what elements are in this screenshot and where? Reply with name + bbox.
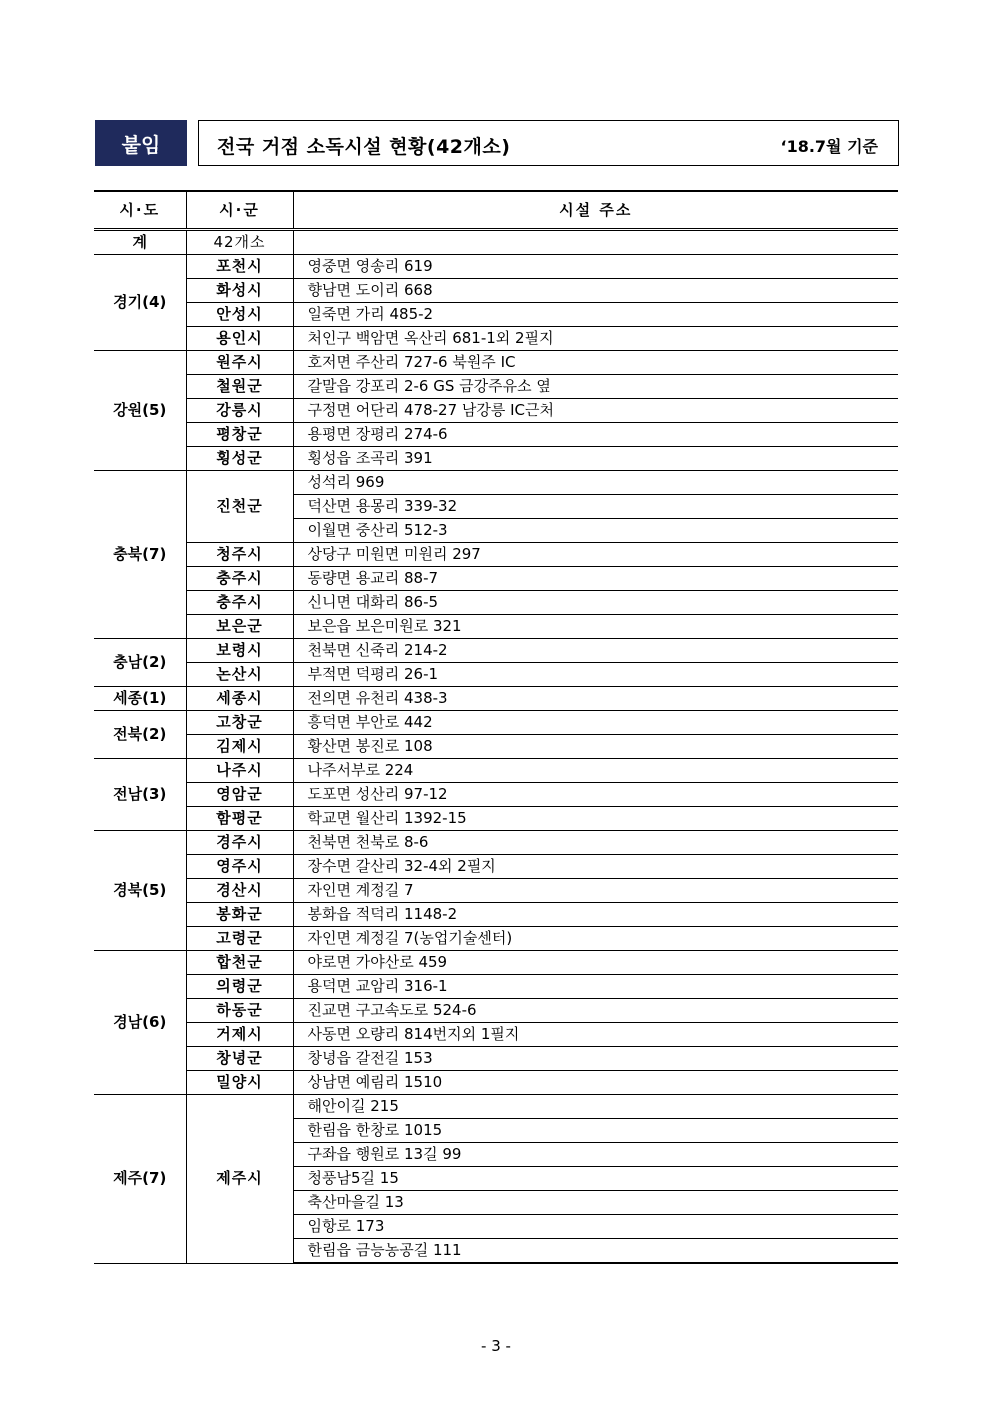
address-cell: 향남면 도이리 668	[293, 279, 898, 303]
city-cell: 영암군	[186, 783, 293, 807]
table-row	[94, 255, 898, 279]
document-header	[95, 120, 899, 166]
table-row	[94, 927, 898, 951]
column-header-city: 시·군	[186, 191, 293, 230]
address-cell: 영중면 영송리 619	[293, 255, 898, 279]
city-cell: 청주시	[186, 543, 293, 567]
table-row	[94, 303, 898, 327]
table-row	[94, 783, 898, 807]
city-cell: 김제시	[186, 735, 293, 759]
city-cell: 함평군	[186, 807, 293, 831]
table-row	[94, 1071, 898, 1095]
table-row	[94, 759, 898, 783]
total-count: 42개소	[186, 230, 293, 255]
address-cell: 동량면 용교리 88-7	[293, 567, 898, 591]
total-label: 계	[94, 230, 186, 255]
address-cell: 구정면 어단리 478-27 남강릉 IC근처	[293, 399, 898, 423]
city-cell: 보령시	[186, 639, 293, 663]
region-cell: 충남(2)	[94, 639, 186, 687]
region-cell: 충북(7)	[94, 471, 186, 639]
address-cell: 야로면 가야산로 459	[293, 951, 898, 975]
city-cell: 보은군	[186, 615, 293, 639]
region-cell: 전남(3)	[94, 759, 186, 831]
city-cell: 화성시	[186, 279, 293, 303]
city-cell: 철원군	[186, 375, 293, 399]
address-cell: 이월면 중산리 512-3	[293, 519, 898, 543]
table-row	[94, 375, 898, 399]
city-cell: 경주시	[186, 831, 293, 855]
city-cell: 원주시	[186, 351, 293, 375]
address-cell: 축산마을길 13	[293, 1191, 898, 1215]
address-cell: 장수면 갈산리 32-4외 2필지	[293, 855, 898, 879]
city-cell: 영주시	[186, 855, 293, 879]
address-cell: 사동면 오량리 814번지외 1필지	[293, 1023, 898, 1047]
address-cell: 한림읍 한창로 1015	[293, 1119, 898, 1143]
address-cell: 진교면 구고속도로 524-6	[293, 999, 898, 1023]
table-row	[94, 951, 898, 975]
column-header-province: 시·도	[94, 191, 186, 230]
city-cell: 고창군	[186, 711, 293, 735]
address-cell: 부적면 덕평리 26-1	[293, 663, 898, 687]
facility-table	[94, 190, 898, 1264]
table-row	[94, 615, 898, 639]
table-row	[94, 807, 898, 831]
title-box	[198, 120, 899, 166]
city-cell: 봉화군	[186, 903, 293, 927]
city-cell: 충주시	[186, 591, 293, 615]
region-cell: 경기(4)	[94, 255, 186, 351]
address-cell: 갈말읍 강포리 2-6 GS 금강주유소 옆	[293, 375, 898, 399]
city-cell: 포천시	[186, 255, 293, 279]
table-row	[94, 279, 898, 303]
city-cell: 의령군	[186, 975, 293, 999]
table-row	[94, 447, 898, 471]
reference-date: ‘18.7월 기준	[780, 137, 878, 156]
table-row	[94, 591, 898, 615]
table-row	[94, 855, 898, 879]
address-cell: 도포면 성산리 97-12	[293, 783, 898, 807]
table-row	[94, 1047, 898, 1071]
city-cell: 거제시	[186, 1023, 293, 1047]
city-cell: 평창군	[186, 423, 293, 447]
table-header-row	[94, 191, 898, 230]
table-row	[94, 831, 898, 855]
column-header-address: 시설 주소	[293, 191, 898, 230]
city-cell: 제주시	[186, 1095, 293, 1264]
city-cell: 창녕군	[186, 1047, 293, 1071]
region-cell: 전북(2)	[94, 711, 186, 759]
table-row	[94, 903, 898, 927]
address-cell: 임항로 173	[293, 1215, 898, 1239]
address-cell: 신니면 대화리 86-5	[293, 591, 898, 615]
address-cell: 용덕면 교암리 316-1	[293, 975, 898, 999]
document-title: 전국 거점 소독시설 현황(42개소)	[217, 136, 511, 158]
address-cell: 상당구 미원면 미원리 297	[293, 543, 898, 567]
city-cell: 나주시	[186, 759, 293, 783]
address-cell: 구좌읍 행원로 13길 99	[293, 1143, 898, 1167]
address-cell: 봉화읍 적덕리 1148-2	[293, 903, 898, 927]
table-row	[94, 999, 898, 1023]
city-cell: 고령군	[186, 927, 293, 951]
table-row	[94, 735, 898, 759]
city-cell: 용인시	[186, 327, 293, 351]
region-cell: 경남(6)	[94, 951, 186, 1095]
city-cell: 강릉시	[186, 399, 293, 423]
address-cell: 일죽면 가리 485-2	[293, 303, 898, 327]
region-cell: 제주(7)	[94, 1095, 186, 1264]
address-cell: 창녕읍 갈전길 153	[293, 1047, 898, 1071]
city-cell: 세종시	[186, 687, 293, 711]
address-cell: 청풍남5길 15	[293, 1167, 898, 1191]
table-row	[94, 687, 898, 711]
address-cell: 덕산면 용몽리 339-32	[293, 495, 898, 519]
address-cell: 황산면 봉진로 108	[293, 735, 898, 759]
address-cell: 성석리 969	[293, 471, 898, 495]
address-cell: 호저면 주산리 727-6 북원주 IC	[293, 351, 898, 375]
page-number: - 3 -	[481, 1337, 511, 1355]
address-cell: 해안이길 215	[293, 1095, 898, 1119]
table-row	[94, 1023, 898, 1047]
table-row	[94, 327, 898, 351]
address-cell: 천북면 신죽리 214-2	[293, 639, 898, 663]
city-cell: 안성시	[186, 303, 293, 327]
address-cell: 흥덕면 부안로 442	[293, 711, 898, 735]
address-cell: 처인구 백암면 옥산리 681-1외 2필지	[293, 327, 898, 351]
table-row	[94, 567, 898, 591]
total-row	[94, 230, 898, 255]
address-cell: 한림읍 금능농공길 111	[293, 1239, 898, 1264]
address-cell: 자인면 계정길 7(농업기술센터)	[293, 927, 898, 951]
city-cell: 횡성군	[186, 447, 293, 471]
city-cell: 합천군	[186, 951, 293, 975]
attachment-badge: 붙임	[95, 120, 187, 166]
address-cell: 전의면 유천리 438-3	[293, 687, 898, 711]
table-row	[94, 543, 898, 567]
region-cell: 강원(5)	[94, 351, 186, 471]
table-row	[94, 423, 898, 447]
address-cell: 횡성읍 조곡리 391	[293, 447, 898, 471]
region-cell: 세종(1)	[94, 687, 186, 711]
table-row	[94, 1095, 898, 1119]
address-cell: 천북면 천북로 8-6	[293, 831, 898, 855]
table-row	[94, 975, 898, 999]
address-cell: 나주서부로 224	[293, 759, 898, 783]
table-row	[94, 351, 898, 375]
city-cell: 경산시	[186, 879, 293, 903]
total-address	[293, 230, 898, 255]
table-row	[94, 879, 898, 903]
table-row	[94, 399, 898, 423]
city-cell: 밀양시	[186, 1071, 293, 1095]
address-cell: 용평면 장평리 274-6	[293, 423, 898, 447]
city-cell: 논산시	[186, 663, 293, 687]
address-cell: 자인면 계정길 7	[293, 879, 898, 903]
city-cell: 하동군	[186, 999, 293, 1023]
address-cell: 학교면 월산리 1392-15	[293, 807, 898, 831]
address-cell: 상남면 예림리 1510	[293, 1071, 898, 1095]
address-cell: 보은읍 보은미원로 321	[293, 615, 898, 639]
table-row	[94, 639, 898, 663]
region-cell: 경북(5)	[94, 831, 186, 951]
table-row	[94, 663, 898, 687]
table-body	[94, 230, 898, 1264]
table-row	[94, 471, 898, 495]
city-cell: 진천군	[186, 471, 293, 543]
city-cell: 충주시	[186, 567, 293, 591]
table-row	[94, 711, 898, 735]
